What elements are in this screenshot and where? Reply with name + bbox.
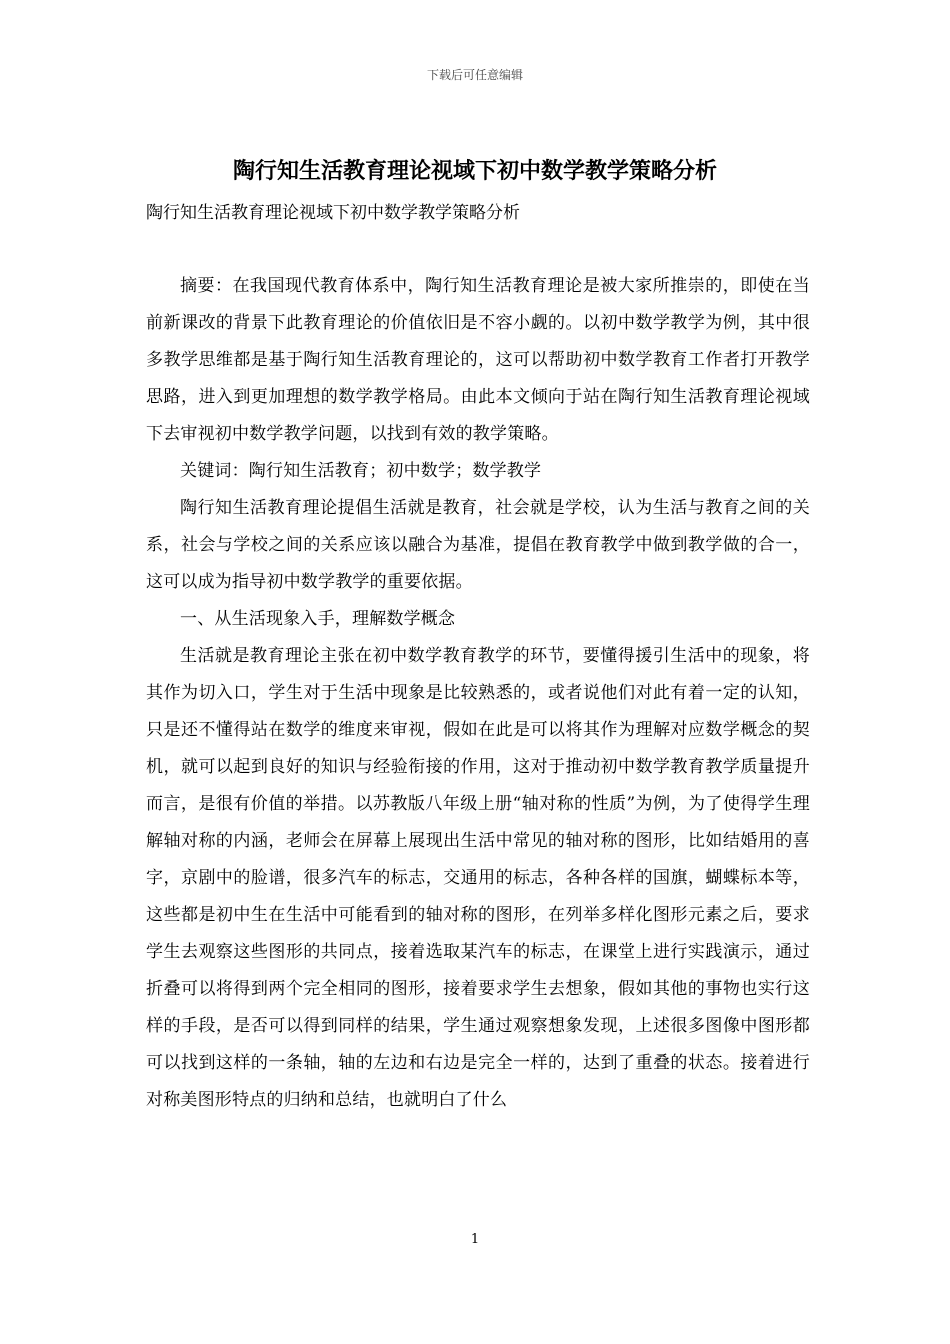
section-heading: 一、从生活现象入手，理解数学概念 (180, 609, 456, 629)
intro-paragraph: 陶行知生活教育理论提倡生活就是教育，社会就是学校，认为生活与教育之间的关系，社会与学校之间的关系应该以融合为基准，提倡在教育教学中做到教学做的合一，这可以成为指导初中数学教学的重要依据。 (146, 498, 810, 592)
header-note: 下载后可任意编辑 (426, 68, 523, 82)
document-body (146, 268, 810, 1119)
document-title: 陶行知生活教育理论视域下初中数学教学策略分析 (232, 158, 717, 184)
document-subtitle: 陶行知生活教育理论视域下初中数学教学策略分析 (146, 203, 520, 223)
page-number: 1 (470, 1232, 480, 1247)
abstract-paragraph: 摘要：在我国现代教育体系中，陶行知生活教育理论是被大家所推崇的，即使在当前新课改的背景下此教育理论的价值依旧是不容小觑的。以初中数学教学为例，其中很多教学思维都是基于陶行知生活教育理论的，这可以帮助初中数学教育工作者打开教学思路，进入到更加理想的数学教学格局。由此本文倾向于站在陶行知生活教育理论视域下去审视初中数学教学问题，以找到有效的教学策略。 (146, 276, 810, 444)
body-paragraph: 生活就是教育理论主张在初中数学教育教学的环节，要懂得援引生活中的现象，将其作为切入口，学生对于生活中现象是比较熟悉的，或者说他们对此有着一定的认知，只是还不懂得站在数学的维度来审视，假如在此是可以将其作为理解对应数学概念的契机，就可以起到良好的知识与经验衔接的作用，这对于推动初中数学教育教学质量提升而言，是很有价值的举措。以苏教版八年级上册“轴对称的性质”为例，为了使得学生理解轴对称的内涵，老师会在屏幕上展现出生活中常见的轴对称的图形，比如结婚用的喜字，京剧中的脸谱，很多汽车的标志，交通用的标志，各种各样的国旗，蝴蝶标本等，这些都是初中生在生活中可能看到的轴对称的图形，在列举多样化图形元素之后，要求学生去观察这些图形的共同点，接着选取某汽车的标志，在课堂上进行实践演示，通过折叠可以将得到两个完全相同的图形，接着要求学生去想象，假如其他的事物也实行这样的手段，是否可以得到同样的结果，学生通过观察想象发现，上述很多图像中图形都可以找到这样的一条轴，轴的左边和右边是完全一样的，达到了重叠的状态。接着进行对称美图形特点的归纳和总结，也就明白了什么 (146, 646, 810, 1110)
keywords-paragraph: 关键词：陶行知生活教育；初中数学；数学教学 (180, 461, 542, 481)
